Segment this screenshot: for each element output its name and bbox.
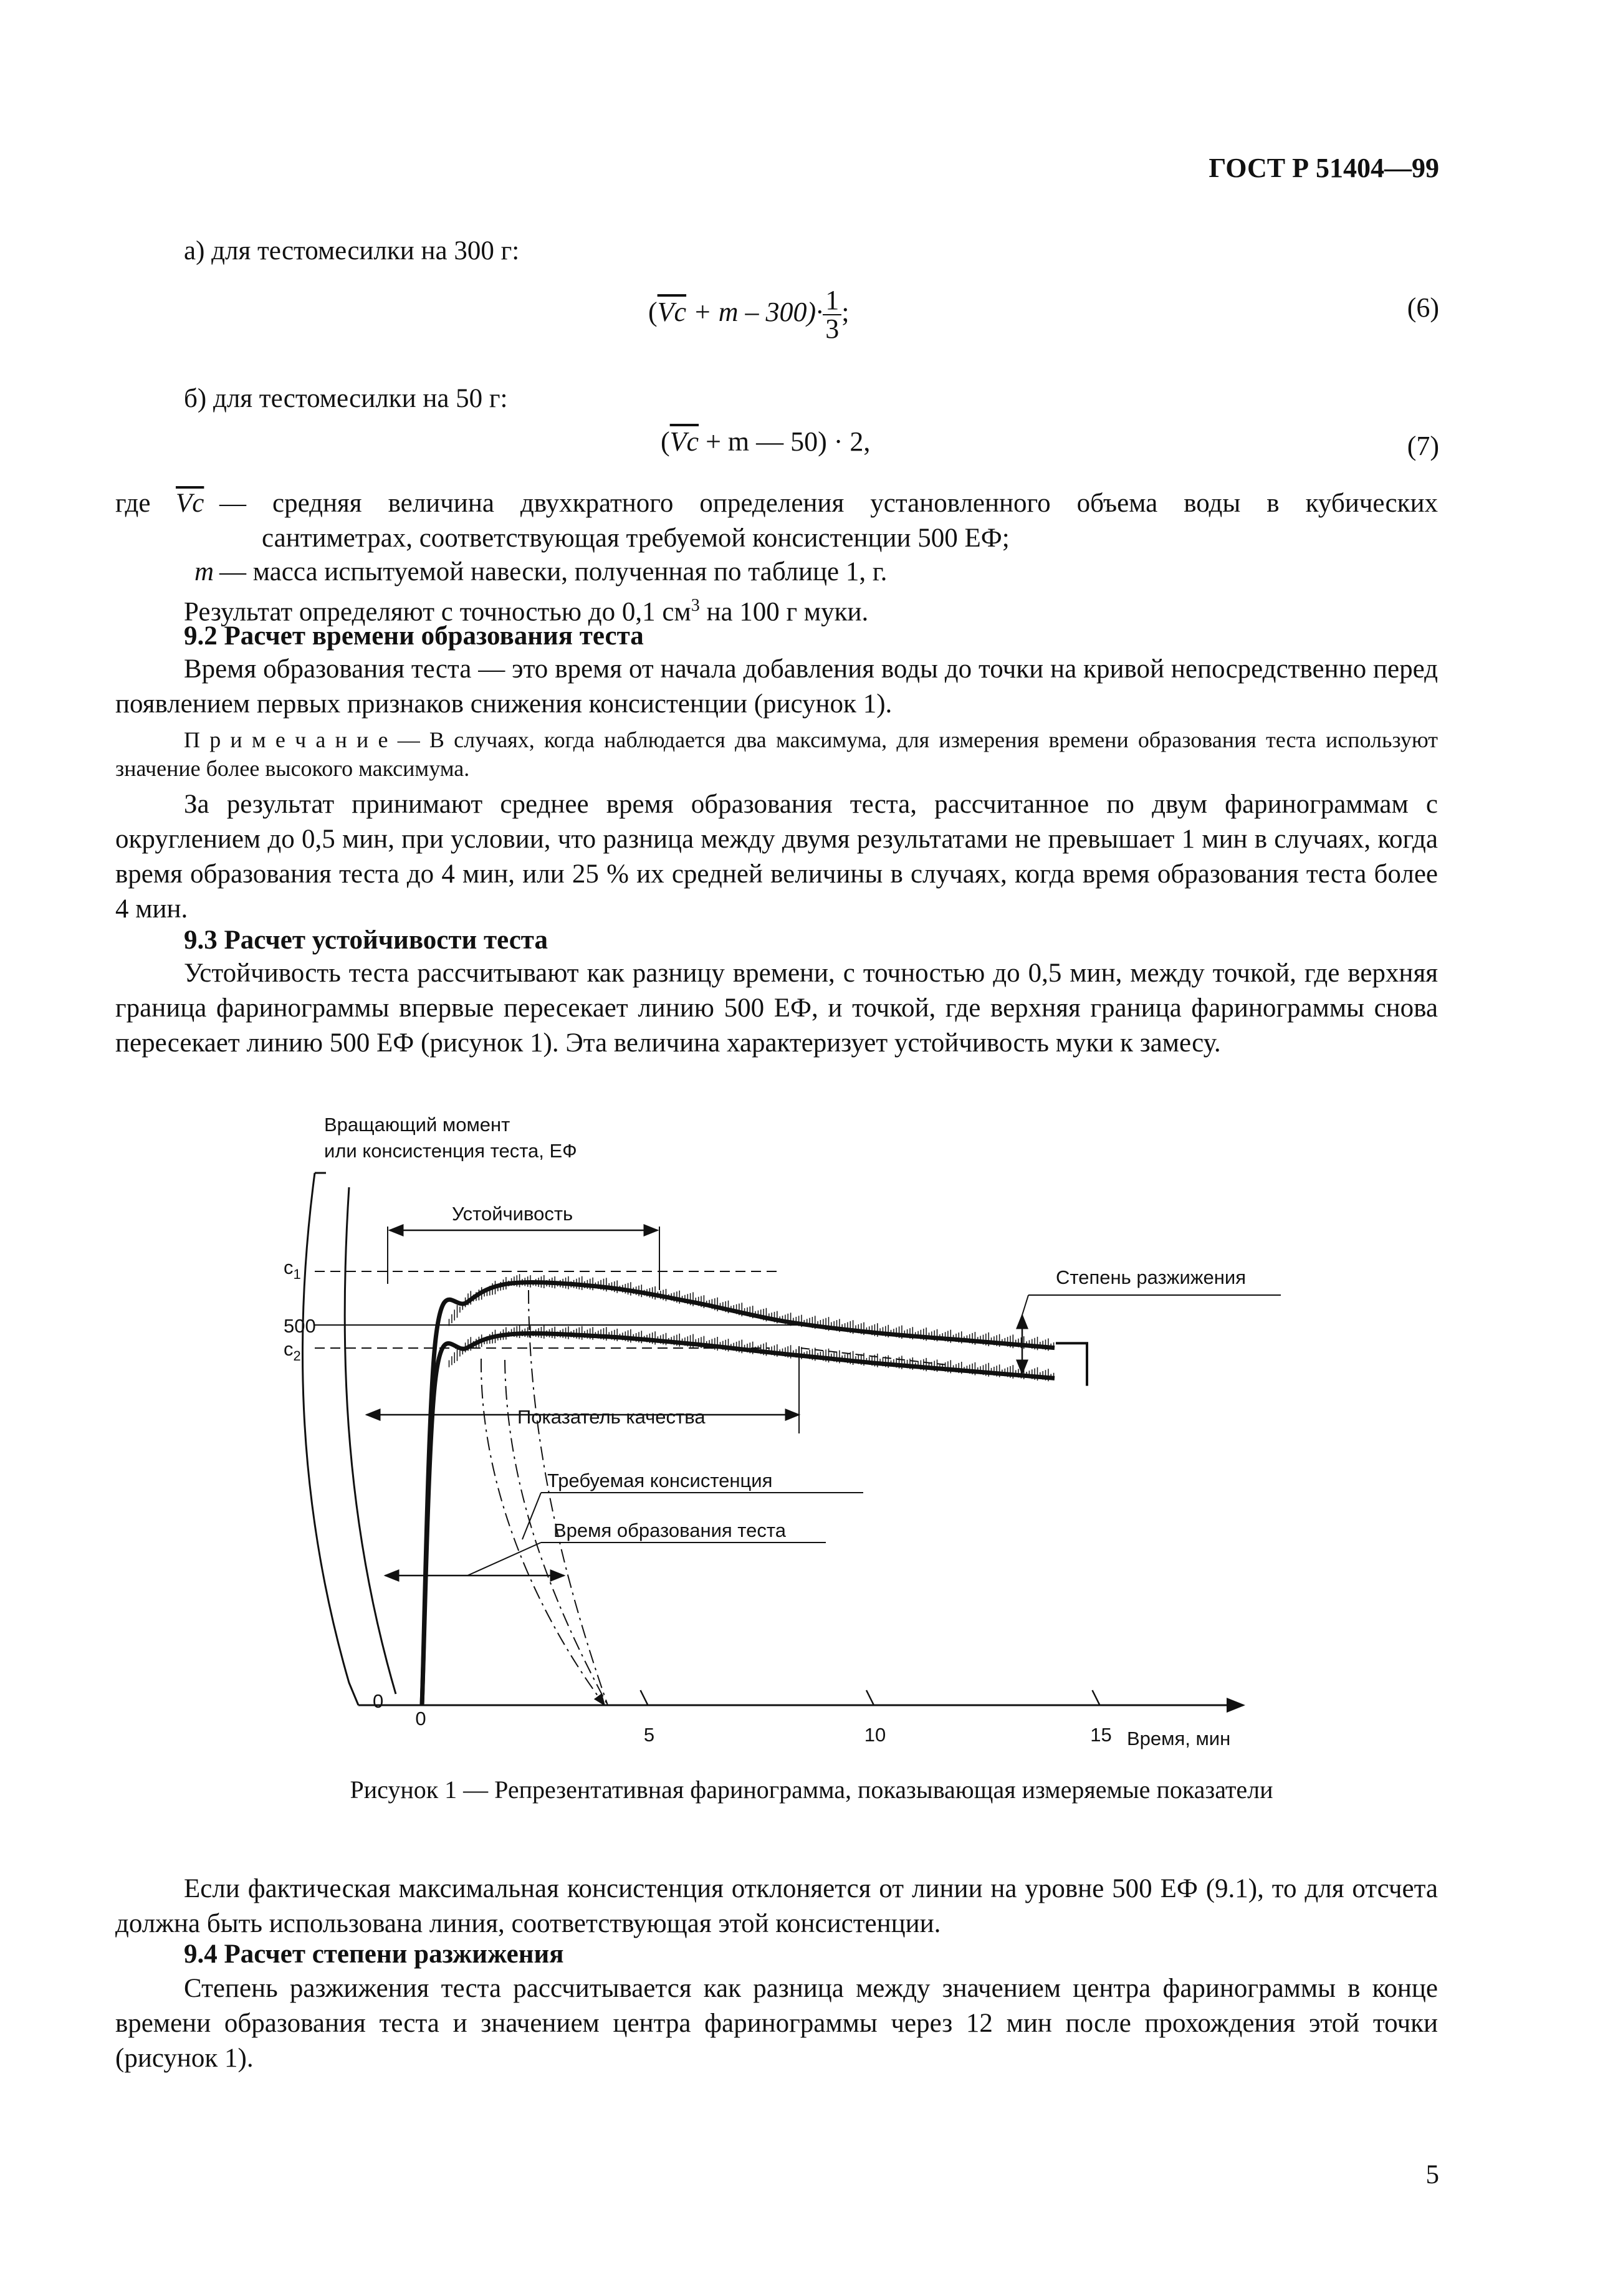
section-9-2-para1: Время образования теста — это время от начала добавления воды до точки на кривой непосредственно перед появлением первых признаков снижения консистенции (рисунок 1). [115, 654, 1438, 719]
x-tick-label-15: 15 [1090, 1724, 1112, 1746]
y-axis-label-line2: или консистенция теста, ЕФ [324, 1140, 577, 1162]
definition-vc-symbol: $\overline{Vc}$ [176, 489, 204, 518]
definition-vc-prefix: где [115, 489, 151, 518]
formula-6-number: (6) [1407, 292, 1439, 323]
definition-m-text: — масса испытуемой навески, полученная по таблице 1, г. [219, 557, 888, 586]
formula-b-label: б) для тестомесилки на 50 г: [184, 384, 508, 413]
y-tick-0: 0 [373, 1690, 384, 1712]
x-tick-mark-5 [641, 1690, 648, 1705]
annotation-quality: Показатель качества [517, 1406, 706, 1428]
x-tick-mark-15 [1093, 1690, 1100, 1705]
section-9-2-note: П р и м е ч а н и е — В случаях, когда наблюдается два максимума, для измерения времени образования теста используют значение более высокого максимума. [115, 727, 1438, 781]
formula-a-label: а) для тестомесилки на 300 г: [184, 236, 520, 265]
section-9-4-heading: 9.4 Расчет степени разжижения [184, 1940, 564, 1969]
section-9-2-para2: За результат принимают среднее время образования теста, рассчитанное по двум фаринограммам с округлением до 0,5 мин, при условии, что разница между двумя результатами не превышает 1 мин в случаях, когда время образования теста до 4 мин, или 25 % их средней величины в случаях, когда время образования теста более 4 мин. [115, 790, 1438, 924]
x-axis-ticks [415, 1690, 1111, 1746]
para-after-figure: Если фактическая максимальная консистенция отклоняется от линии на уровне 500 ЕФ (9.1), то для отсчета должна быть использована линия, соответствующая этой консистенции. [115, 1874, 1438, 1938]
y-axis-label-line1: Вращающий момент [324, 1114, 510, 1136]
annotation-development: Время образования теста [553, 1519, 786, 1541]
x-tick-label-0: 0 [415, 1708, 426, 1729]
figure-caption: Рисунок 1 — Репрезентативная фаринограмма, показывающая измеряемые показатели [350, 1776, 1273, 1804]
section-9-3-para: Устойчивость теста рассчитывают как разницу времени, с точностью до 0,5 мин, между точкой, где верхняя граница фаринограммы впервые пересекает линию 500 ЕФ, и точкой, где верхняя граница фаринограммы снова пересекает линию 500 ЕФ (рисунок 1). Эта величина характеризует устойчивость муки к замесу. [115, 959, 1438, 1058]
annotation-required: Требуемая консистенция [547, 1470, 773, 1491]
y-marker-c1: $c_1$ [284, 1256, 301, 1282]
x-tick-mark-10 [866, 1690, 874, 1705]
x-tick-label-10: 10 [864, 1724, 886, 1746]
definition-vc-line2: сантиметрах, соответствующая требуемой консистенции 500 ЕФ; [262, 524, 1010, 553]
document-standard-number: ГОСТ Р 51404—99 [1209, 153, 1439, 183]
section-9-4-para: Степень разжижения теста рассчитывается как разница между значением центра фаринограммы в конце времени образования теста и значением центра фаринограммы через 12 мин после прохождения этой точки (рисунок 1). [115, 1974, 1438, 2073]
definition-m-symbol: m [194, 557, 214, 586]
farinogram-end-marker [1056, 1343, 1087, 1385]
formula-7-number: (7) [1407, 431, 1439, 461]
formula-7: ($\overline{Vc} + m$ — 50) · 2, [661, 426, 871, 457]
page-number: 5 [1425, 2160, 1439, 2189]
y-marker-c2: $c_2$ [284, 1338, 301, 1364]
formula-6: $(\overline{Vc} + m - 300)\cdot$ $\frac{1}{3}$ ; [648, 285, 850, 344]
y-tick-500: 500 [284, 1315, 316, 1337]
x-axis-label: Время, мин [1127, 1728, 1231, 1749]
definition-vc-line1: — средняя величина двухкратного определения установленного объема воды в кубических [219, 489, 1438, 518]
result-precision: Результат определяют с точностью до 0,1 $см^3$ на 100 г муки. [184, 596, 869, 627]
section-9-3-heading: 9.3 Расчет устойчивости теста [184, 926, 548, 955]
annotation-softening: Степень разжижения [1056, 1266, 1246, 1288]
farinogram-upper-curve [422, 1282, 1055, 1705]
section-9-2-heading: 9.2 Расчет времени образования теста [184, 621, 644, 651]
x-tick-label-5: 5 [643, 1724, 655, 1746]
annotation-stability: Устойчивость [452, 1203, 573, 1225]
